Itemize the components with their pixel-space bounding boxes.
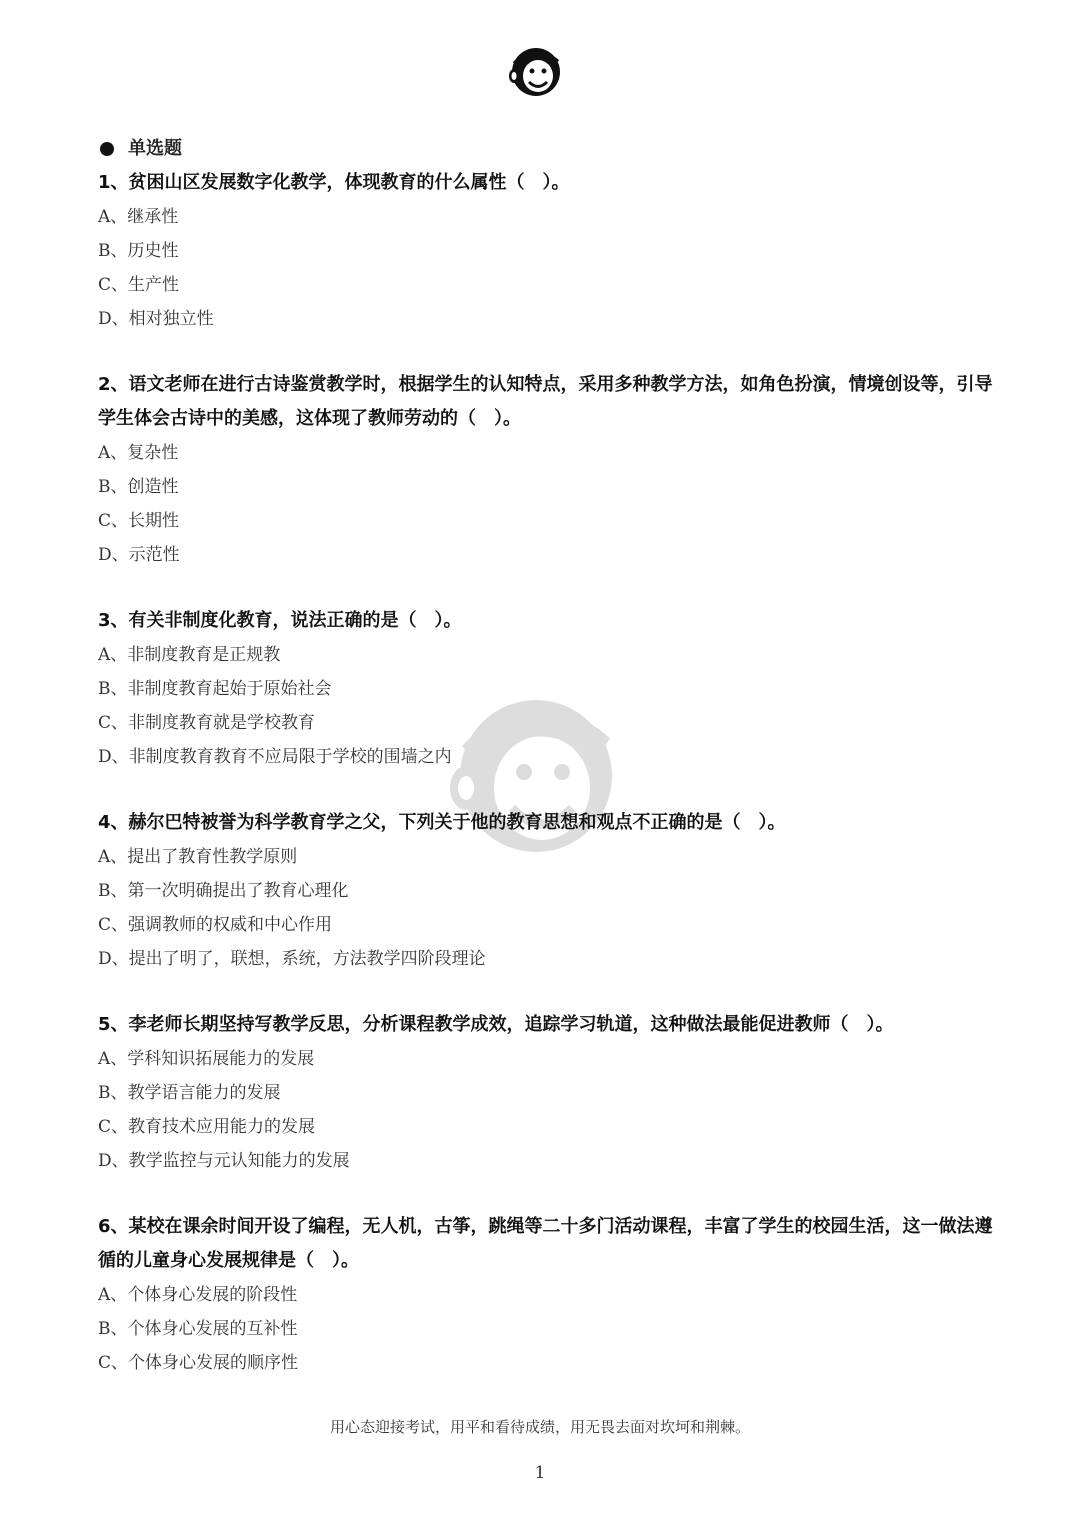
option-a: A、提出了教育性教学原则 bbox=[98, 847, 298, 867]
option-a: A、继承性 bbox=[98, 207, 179, 227]
option-b: B、历史性 bbox=[98, 241, 179, 261]
question-3 bbox=[98, 604, 998, 774]
question-stem: 4、赫尔巴特被誉为科学教育学之父，下列关于他的教育思想和观点不正确的是（ ）。 bbox=[98, 812, 786, 833]
option-c: C、教育技术应用能力的发展 bbox=[98, 1117, 316, 1137]
option-b: B、创造性 bbox=[98, 477, 179, 497]
option-d: D、非制度教育教育不应局限于学校的围墙之内 bbox=[98, 747, 452, 767]
option-d: D、教学监控与元认知能力的发展 bbox=[98, 1151, 350, 1171]
option-b: B、教学语言能力的发展 bbox=[98, 1083, 281, 1103]
question-2 bbox=[98, 368, 998, 572]
question-list bbox=[98, 132, 998, 1412]
option-a: A、复杂性 bbox=[98, 443, 179, 463]
question-6 bbox=[98, 1210, 998, 1380]
question-stem: 1、贫困山区发展数字化教学，体现教育的什么属性（ ）。 bbox=[98, 172, 570, 193]
question-4 bbox=[98, 806, 998, 976]
option-b: B、个体身心发展的互补性 bbox=[98, 1319, 298, 1339]
monkey-mascot-icon bbox=[503, 38, 567, 102]
question-stem: 2、语文老师在进行古诗鉴赏教学时，根据学生的认知特点，采用多种教学方法，如角色扮演，情境创设等，引导学生体会古诗中的美感，这体现了教师劳动的（ ）。 bbox=[98, 374, 993, 429]
option-c: C、非制度教育就是学校教育 bbox=[98, 713, 316, 733]
section-heading bbox=[98, 132, 998, 166]
option-b: B、第一次明确提出了教育心理化 bbox=[98, 881, 349, 901]
option-d: D、相对独立性 bbox=[98, 309, 214, 329]
question-stem: 6、某校在课余时间开设了编程，无人机，古筝，跳绳等二十多门活动课程，丰富了学生的校园生活，这一做法遵循的儿童身心发展规律是（ ）。 bbox=[98, 1216, 993, 1271]
bullet-icon bbox=[100, 142, 114, 156]
option-a: A、个体身心发展的阶段性 bbox=[98, 1285, 298, 1305]
option-c: C、生产性 bbox=[98, 275, 180, 295]
option-c: C、个体身心发展的顺序性 bbox=[98, 1353, 299, 1373]
option-d: D、示范性 bbox=[98, 545, 180, 565]
option-b: B、非制度教育起始于原始社会 bbox=[98, 679, 332, 699]
option-c: C、长期性 bbox=[98, 511, 180, 531]
question-stem: 3、有关非制度化教育，说法正确的是（ ）。 bbox=[98, 610, 462, 631]
section-title: 单选题 bbox=[128, 138, 182, 159]
footer-motto: 用心态迎接考试，用平和看待成绩，用无畏去面对坎坷和荆棘。 bbox=[329, 1418, 750, 1436]
option-a: A、学科知识拓展能力的发展 bbox=[98, 1049, 315, 1069]
option-d: D、提出了明了，联想，系统，方法教学四阶段理论 bbox=[98, 949, 486, 969]
option-c: C、强调教师的权威和中心作用 bbox=[98, 915, 333, 935]
question-5 bbox=[98, 1008, 998, 1178]
question-1 bbox=[98, 166, 998, 336]
question-stem: 5、李老师长期坚持写教学反思，分析课程教学成效，追踪学习轨道，这种做法最能促进教师（ ）。 bbox=[98, 1014, 894, 1035]
option-a: A、非制度教育是正规教 bbox=[98, 645, 281, 665]
page-number: 1 bbox=[534, 1463, 546, 1483]
